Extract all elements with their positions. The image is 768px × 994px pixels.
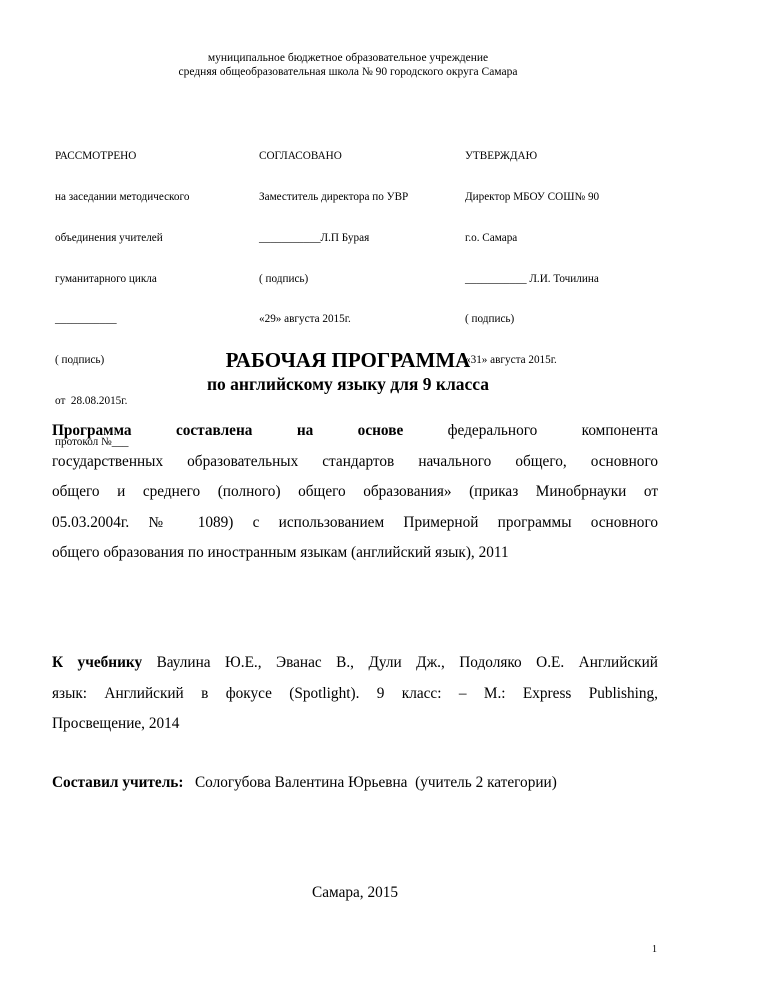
approval-line: на заседании методического bbox=[55, 190, 190, 203]
approval-approved-heading: УТВЕРЖДАЮ bbox=[465, 150, 538, 163]
textbook-authors: Ваулина Ю.Е., Эванас В., Дули Дж., Подоляко О.Е. Английский bbox=[142, 654, 658, 671]
program-basis-paragraph bbox=[52, 416, 658, 569]
textbook-first-line bbox=[52, 648, 658, 679]
institution-line-1: муниципальное бюджетное образовательное учреждение bbox=[207, 52, 489, 64]
program-bold-word: основе bbox=[357, 422, 404, 439]
author-line bbox=[52, 768, 658, 799]
textbook-line: язык: Английский в фокусе (Spotlight). 9 класс: – М.: Express Publishing, bbox=[52, 684, 658, 702]
approval-line: ( подпись) bbox=[465, 313, 515, 326]
approval-considered bbox=[55, 123, 189, 463]
program-line: общего образования по иностранным языкам (английский язык), 2011 bbox=[52, 544, 509, 561]
approval-agreed bbox=[259, 123, 408, 341]
approval-line: Заместитель директора по УВР bbox=[259, 190, 409, 203]
textbook-label: К учебнику bbox=[52, 654, 143, 671]
approval-line: гуманитарного цикла bbox=[55, 272, 157, 285]
approval-line: ( подпись) bbox=[259, 272, 309, 285]
program-word: компонента bbox=[581, 422, 659, 439]
approval-line: «29» августа 2015г. bbox=[259, 313, 351, 326]
approval-agreed-heading: СОГЛАСОВАНО bbox=[259, 150, 342, 163]
approval-line: «31» августа 2015г. bbox=[465, 354, 557, 367]
program-bold-word: составлена bbox=[175, 422, 253, 439]
textbook-line: Просвещение, 2014 bbox=[52, 715, 180, 732]
program-line: государственных образовательных стандартов начального общего, основного bbox=[52, 452, 658, 470]
program-bold-word: на bbox=[296, 422, 314, 439]
program-line: 05.03.2004г. № 1089) с использованием Примерной программы основного bbox=[52, 513, 658, 531]
institution-header bbox=[0, 51, 696, 79]
textbook-paragraph bbox=[52, 648, 658, 740]
approval-line: г.о. Самара bbox=[465, 231, 518, 244]
program-line: общего и среднего (полного) общего образования» (приказ Минобрнауки от bbox=[52, 483, 658, 500]
approval-line: ___________ bbox=[55, 313, 117, 326]
institution-line-2: средняя общеобразовательная школа № 90 городского округа Самара bbox=[178, 66, 518, 78]
author-label: Составил учитель: bbox=[52, 774, 184, 791]
approval-line: ( подпись) bbox=[55, 354, 105, 367]
approval-line: ___________Л.П Бурая bbox=[259, 231, 370, 244]
document-subtitle: по английскому языку для 9 класса bbox=[206, 374, 490, 394]
document-title: РАБОЧАЯ ПРОГРАММА bbox=[225, 348, 471, 372]
city-year: Самара, 2015 bbox=[312, 884, 399, 901]
approval-line: протокол №___ bbox=[55, 435, 129, 448]
approval-line: ___________ Л.И. Точилина bbox=[465, 272, 599, 285]
approval-considered-heading: РАССМОТРЕНО bbox=[55, 150, 137, 163]
approval-line: от 28.08.2015г. bbox=[55, 394, 128, 407]
program-first-line bbox=[52, 416, 658, 447]
approval-approved bbox=[465, 123, 599, 381]
approval-line: объединения учителей bbox=[55, 231, 163, 244]
program-word: федерального bbox=[447, 422, 538, 439]
program-bold-word: Программа bbox=[52, 422, 132, 439]
page-number: 1 bbox=[652, 944, 657, 955]
author-name: Сологубова Валентина Юрьевна (учитель 2 категории) bbox=[194, 774, 557, 791]
approval-line: Директор МБОУ СОШ№ 90 bbox=[465, 190, 600, 203]
